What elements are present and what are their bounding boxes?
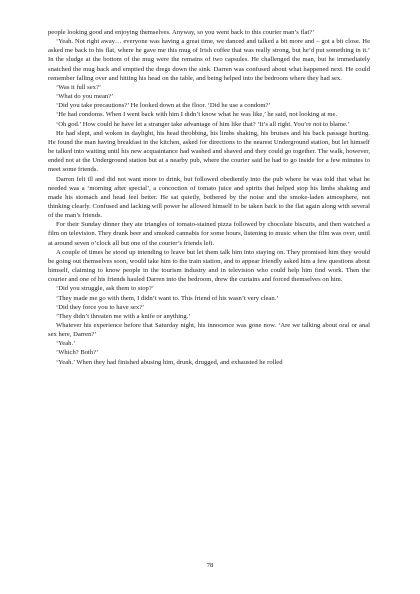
paragraph: ‘They didn’t threaten me with a knife or anything.’ xyxy=(56,312,191,320)
page-body xyxy=(48,28,370,367)
paragraph: ‘Yeah.’ When they had finished abusing him, drunk, drugged, and exhausted he rolled xyxy=(56,358,283,366)
paragraph: ‘What do you mean?’ xyxy=(56,93,114,101)
paragraph: Whatever his experience before that Saturday night, his innocence was gone now. ‘Are we talking about oral or anal sex here, Darren?’ xyxy=(48,322,370,339)
paragraph: ‘Yeah. Not right away… everyone was having a great time, we danced and talked a bit more and – got a bit close. He asked me back to his flat, where he gave me this mug of Irish coffee that was really strong, but he’d put something in it.’ In the sludge at the bottom of the mug were the remains of two capsules. He challenged the man, but he immediately snatched the mug back and emptied the dregs down the sink. Darren was confused about what happened next. He could remember falling over and hitting his head on the table, and being helped into the bedroom where they had sex. xyxy=(48,38,370,82)
paragraph: ‘Was it full sex?’ xyxy=(56,83,102,91)
paragraph: For their Sunday dinner they ate triangles of tomato-stained pizza followed by chocolate biscuits, and then watched a film on television. They drank beer and smoked cannabis for some hours, listening to music when the film was over, until at around seven o’clock all but one of the courier’s friends left. xyxy=(48,221,370,247)
paragraph: A couple of times he stood up intending to leave but let them talk him into staying on. They promised him they would be going out themselves soon, would take him to the train station, and to appear friendly asked him a few questions about himself, claiming to know people in the tourism industry and in television who could help him find work. Then the courier and one of his friends hauled Darren into the bedroom, drew the curtains and forced themselves on him. xyxy=(48,248,370,284)
paragraph: ‘He had condoms. When I went back with him I didn’t know what he was like,’ he said, not looking at me. xyxy=(56,111,338,119)
paragraph: ‘Yeah.’ xyxy=(56,340,76,348)
paragraph: Darren felt ill and did not want more to drink, but followed obediently into the pub where he was told that what he needed was a ‘morning after special’, a concoction of tomato juice and spirits that helped stop his limbs shaking and made his stomach and head feel better. He sat quietly, bothered by the noise and the smoke-laden atmosphere, not thinking clearly. Confused and lacking will power he allowed himself to be taken back to the flat again along with several of the man’s friends. xyxy=(48,175,370,220)
paragraph: ‘Did you struggle, ask them to stop?’ xyxy=(56,285,154,293)
page-number: 78 xyxy=(206,562,214,569)
paragraph: ‘Did you take precautions?’ He looked down at the floor. ‘Did he use a condom?’ xyxy=(56,102,271,110)
paragraph: ‘Did they force you to have sex?’ xyxy=(56,303,145,311)
paragraph: He had slept, and woken in daylight, his head throbbing, his limbs shaking, his bruises and his back passage hurting. He found the man having breakfast in the kitchen, asked for directions to the nearest Underground station, but let himself be talked into waiting until his new acquaintance had washed and shaved and they could go together. The walk, however, ended not at the Underground station but at a nearby pub, where the courier said he had to go inside for a few minutes to meet some friends. xyxy=(48,129,370,174)
paragraph: ‘Oh god.’ How could he have let a stranger take advantage of him like that? ‘It’s all right. You’re not to blame.’ xyxy=(56,120,350,128)
paragraph: people looking good and enjoying themselves. Anyway, so you went back to this courier man’s flat?’ xyxy=(48,29,315,36)
paragraph: ‘They made me go with them, I didn’t want to. This friend of his wasn’t very clean.’ xyxy=(56,294,279,302)
paragraph: ‘Which? Both?’ xyxy=(56,349,99,357)
